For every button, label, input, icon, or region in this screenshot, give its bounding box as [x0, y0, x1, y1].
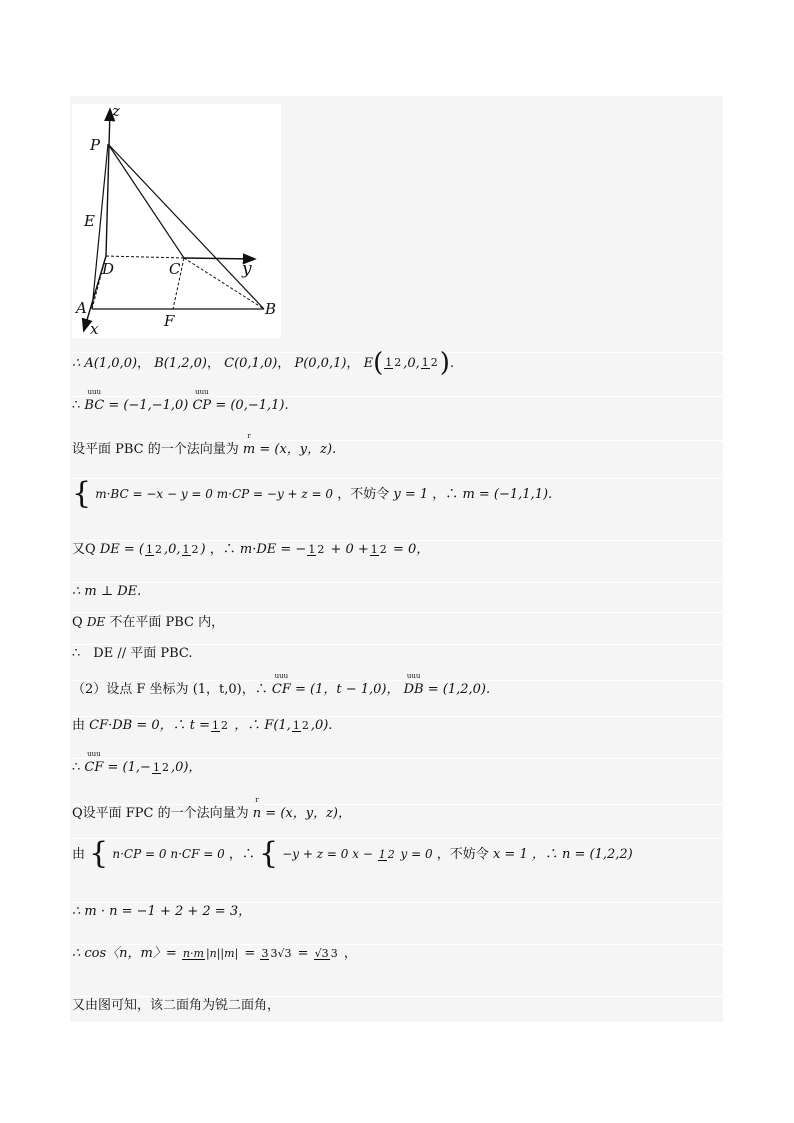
perpendicular-line: ∴ m ⊥ DE.	[70, 582, 723, 601]
system-fpc-line: 由 { n·CP = 0 n·CF = 0 ，∴ { −y + z = 0 x − 1 2 y = 0 ，不妨令 x = 1 ，∴ n = (1,2,2)	[70, 838, 723, 893]
fraction: 1 2	[292, 718, 309, 732]
fraction: 1 2	[385, 356, 402, 369]
solve-t-line: 由 CF·DB = 0，∴ t = 1 2 ，∴ F(1, 1 2 ,0).	[70, 716, 723, 747]
edge-DC	[106, 256, 184, 258]
fraction: 1 2	[152, 760, 169, 774]
label-A: A	[76, 299, 87, 317]
fraction: n·m |n||m|	[182, 946, 239, 960]
fraction: √3 3	[314, 946, 338, 960]
vector-CP: uuu CP	[192, 388, 212, 413]
system-pbc-line: { m·BC = −x − y = 0 m·CP = −y + z = 0 ，不妨令 y = 1 ，∴ m = (−1,1,1).	[70, 478, 723, 525]
geometry-figure	[72, 104, 281, 338]
de-vector-line: 又Q DE = ( 1 2 ,0, 1 2 ) ，∴ m·DE = − 1 2 + 0 + 1 2 = 0，	[70, 540, 723, 571]
label-F: F	[164, 312, 175, 330]
vector-CF: uuu CF	[84, 750, 104, 775]
cosine-line: ∴ cos〈n，m〉= n·m |n||m| = 3 3√3 = √3 3 ，	[70, 944, 723, 985]
coords-line: ∴ A(1,0,0)， B(1,2,0)， C(0,1,0)， P(0,0,1)， E( 1 2 ,0, 1 2).	[70, 352, 723, 373]
fraction: 1 2	[145, 542, 162, 556]
label-z: z	[112, 104, 120, 120]
equation-system: n·CP = 0 n·CF = 0	[112, 847, 225, 861]
not-in-plane-line: Q DE 不在平面 PBC 内，	[70, 612, 723, 632]
label-y: y	[242, 259, 252, 279]
label-B: B	[265, 300, 277, 318]
parallel-conclusion-line: ∴ DE // 平面 PBC.	[70, 644, 723, 663]
label-E: E	[84, 212, 95, 230]
z-axis	[106, 110, 110, 256]
cf-vector-line: ∴ uuu CF = (1,− 1 2 ,0)，	[70, 758, 723, 789]
vector-n: r n	[252, 796, 262, 821]
normal-vector-pbc-line: 设平面 PBC 的一个法向量为 r m = (x，y，z).	[70, 440, 723, 459]
vector-DB: uuu DB	[403, 672, 424, 697]
vector-line: ∴ uuu BC = (−1,−1,0) uuu CP = (0,−1,1).	[70, 396, 723, 415]
fraction: 1 2	[182, 542, 199, 556]
label-P: P	[90, 136, 101, 154]
point-f-line: （2）设点 F 坐标为 (1，t,0)，∴ uuu CF = (1，t − 1,0)， uuu DB = (1,2,0).	[70, 680, 723, 699]
fraction: 1 2	[421, 356, 438, 369]
dot-product-line: ∴ m · n = −1 + 2 + 2 = 3，	[70, 902, 723, 921]
edge-PB	[108, 144, 264, 309]
fraction: 1 2	[370, 542, 387, 556]
vector-CF: uuu CF	[271, 672, 291, 697]
pyramid-diagram	[72, 104, 281, 338]
equation-system: −y + z = 0 x − 1 2 y = 0	[282, 847, 433, 861]
edge-CB	[184, 258, 264, 309]
vector-m: r m	[242, 432, 256, 457]
fraction: 1 2	[212, 718, 229, 732]
equation-system: m·BC = −x − y = 0 m·CP = −y + z = 0	[95, 487, 334, 501]
edge-PC	[108, 144, 184, 258]
label-x: x	[90, 320, 99, 338]
label-D: D	[102, 260, 115, 278]
acute-angle-line: 又由图可知，该二面角为锐二面角，	[70, 996, 723, 1015]
label-C: C	[169, 260, 181, 278]
vector-BC: uuu BC	[84, 388, 105, 413]
fraction: 1 2	[308, 542, 325, 556]
normal-vector-fpc-line: Q设平面 FPC 的一个法向量为 r n = (x，y，z)，	[70, 804, 723, 823]
fraction: 3 3√3	[261, 946, 292, 960]
